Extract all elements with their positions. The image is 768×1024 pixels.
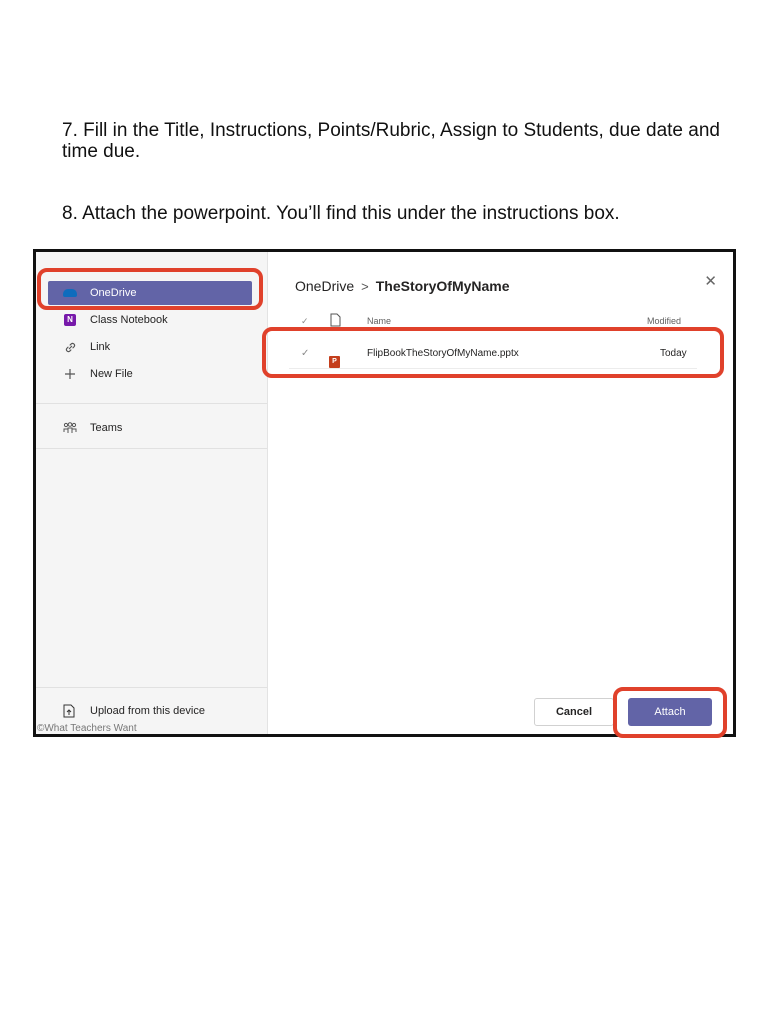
- source-sidebar: [36, 252, 268, 734]
- row-check-icon[interactable]: ✓: [301, 348, 310, 359]
- cancel-button[interactable]: Cancel: [534, 698, 614, 726]
- onenote-icon: N: [62, 312, 78, 328]
- upload-label: Upload from this device: [90, 705, 205, 717]
- attach-dialog-screenshot: [33, 249, 736, 737]
- divider: [36, 448, 267, 449]
- divider: [36, 687, 267, 688]
- table-header: [301, 310, 691, 332]
- teams-icon: [62, 420, 78, 436]
- sidebar-item-onedrive[interactable]: [48, 281, 252, 305]
- file-name[interactable]: FlipBookTheStoryOfMyName.pptx: [367, 348, 519, 359]
- column-header-name[interactable]: Name: [367, 316, 392, 326]
- file-modified: Today: [660, 348, 687, 359]
- file-type-icon: [330, 313, 341, 329]
- link-icon: [62, 339, 78, 355]
- sidebar-item-new-file[interactable]: [48, 362, 252, 386]
- table-row[interactable]: ✓ P FlipBookTheStoryOfMyName.pptx Today: [289, 339, 697, 369]
- file-browser: [269, 252, 733, 734]
- copyright-text: ©What Teachers Want: [37, 723, 137, 734]
- upload-from-device-button[interactable]: [62, 704, 205, 718]
- sidebar-item-label: Class Notebook: [90, 314, 168, 326]
- step-8-instruction: 8. Attach the powerpoint. You’ll find this under the instructions box.: [62, 203, 620, 224]
- breadcrumb-current: TheStoryOfMyName: [375, 278, 510, 294]
- sidebar-item-label: Teams: [90, 422, 123, 434]
- sidebar-item-label: New File: [90, 368, 133, 380]
- sidebar-item-class-notebook[interactable]: [48, 308, 252, 332]
- sidebar-item-label: Link: [90, 341, 111, 353]
- step-7-instruction: 7. Fill in the Title, Instructions, Points/Rubric, Assign to Students, due date and time due.: [62, 120, 720, 162]
- select-all-check-icon[interactable]: ✓: [301, 316, 309, 326]
- close-icon[interactable]: ✕: [704, 273, 717, 290]
- sidebar-item-label: OneDrive: [90, 287, 137, 299]
- breadcrumb: [295, 278, 510, 294]
- breadcrumb-root[interactable]: OneDrive: [295, 278, 355, 294]
- onedrive-icon: [62, 285, 78, 301]
- plus-icon: [62, 366, 78, 382]
- attach-button[interactable]: Attach: [628, 698, 712, 726]
- upload-icon: [62, 704, 76, 718]
- column-header-modified[interactable]: Modified: [647, 316, 682, 326]
- chevron-right-icon: >: [361, 278, 369, 294]
- sidebar-item-link[interactable]: [48, 335, 252, 359]
- divider: [36, 403, 267, 404]
- sidebar-item-teams[interactable]: [48, 416, 252, 440]
